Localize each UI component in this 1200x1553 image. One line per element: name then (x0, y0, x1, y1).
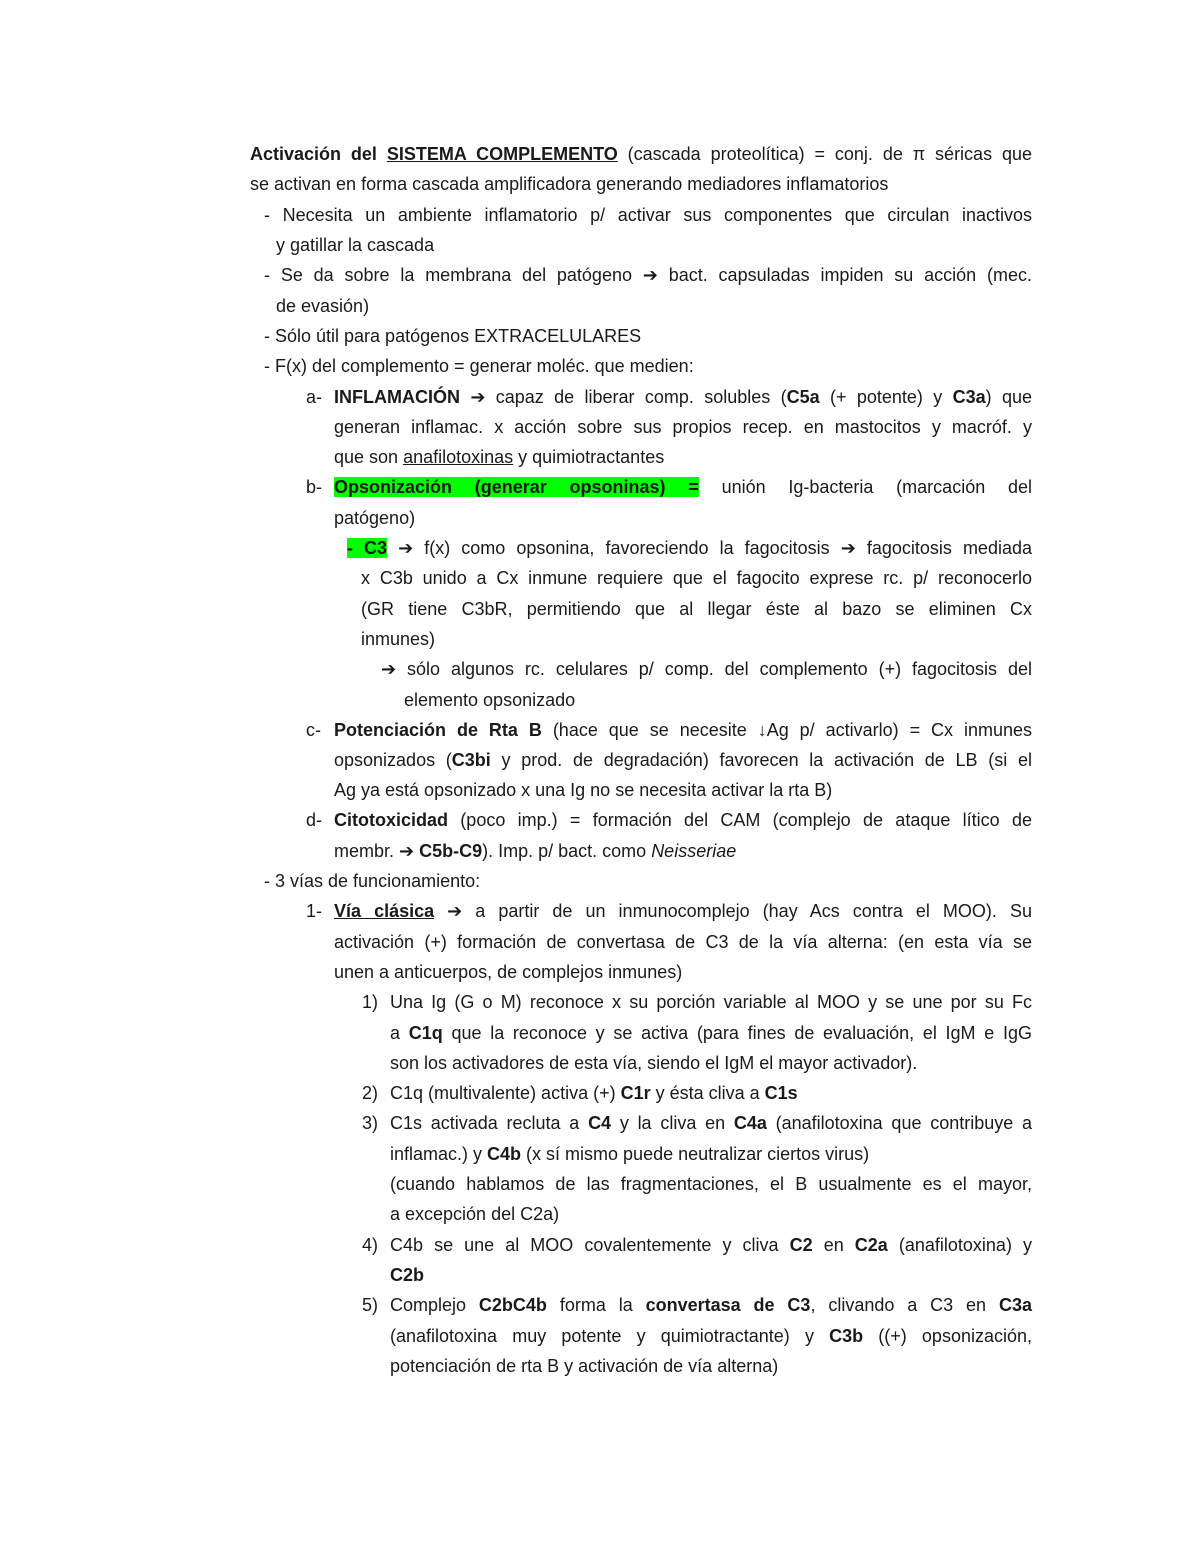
term-c4b: C4b (487, 1144, 522, 1164)
step-5-l2a: (anafilotoxina muy potente y quimiotractante) y (390, 1326, 830, 1346)
step-5-l2b: ((+) opsonización, (863, 1326, 1032, 1346)
step-4-b: en (812, 1235, 855, 1255)
potenciacion-text: (hace que se necesite ↓Ag p/ activarlo) = Cx inmunes (541, 720, 1033, 740)
step-4-c: (anafilotoxina) y (887, 1235, 1032, 1255)
bullet-ambiente-cont: y gatillar la cascada (276, 235, 435, 255)
step-5-a: Complejo (390, 1295, 479, 1315)
citotoxicidad-text: (poco imp.) = formación del CAM (complejo de ataque lítico de (448, 810, 1032, 830)
step-3-l2b: (x sí mismo puede neutralizar ciertos virus) (521, 1144, 870, 1164)
step-marker-3: 3) (362, 1113, 379, 1133)
term-c4: C4 (588, 1113, 612, 1133)
bullet-tres-vias: - 3 vías de funcionamiento: (264, 871, 481, 891)
step-marker-5: 5) (362, 1295, 379, 1315)
title-line (250, 139, 1032, 169)
term-c5b-c9: C5b-C9 (419, 841, 483, 861)
step-1-l2b: que la reconoce y se activa (para fines de evaluación, el IgM e IgG (442, 1023, 1032, 1043)
step-marker-2: 2) (362, 1083, 379, 1103)
step-3-a: C1s activada recluta a (390, 1113, 589, 1133)
receptores-line-2: elemento opsonizado (404, 690, 576, 710)
via-clasica-line-3: unen a anticuerpos, de complejos inmunes) (334, 962, 683, 982)
inflamacion-l3a: que son (334, 447, 404, 467)
step-1-line-2 (390, 1018, 1032, 1048)
potenciacion-line-3: Ag ya está opsonizado x una Ig no se necesita activar la rta B) (334, 780, 833, 800)
term-c2bc4b: C2bC4b (478, 1295, 547, 1315)
step-4-a: C4b se une al MOO covalentemente y cliva (390, 1235, 790, 1255)
step-3-line-3: (cuando hablamos de las fragmentaciones, el B usualmente es el mayor, (390, 1174, 1032, 1194)
potenciacion-l2b: y prod. de degradación) favorecen la activación de LB (si el (490, 750, 1032, 770)
title-line-2: se activan en forma cascada amplificadora generando mediadores inflamatorios (250, 174, 889, 194)
item-citotoxicidad (334, 805, 1032, 835)
potenciacion-line-2 (334, 745, 1032, 775)
c3-opsonina-line-2: x C3b unido a Cx inmune requiere que el fagocito exprese rc. p/ reconocerlo (361, 568, 1032, 588)
c3-opsonina-text: ➔ f(x) como opsonina, favoreciendo la fagocitosis ➔ fagocitosis mediada (387, 538, 1032, 558)
potenciacion-l2a: opsonizados ( (334, 750, 452, 770)
term-c2: C2 (789, 1235, 813, 1255)
step-5-b: forma la (546, 1295, 646, 1315)
via-clasica-text: ➔ a partir de un inmunocomplejo (hay Acs contra el MOO). Su (434, 901, 1032, 921)
item-opsonizacion (334, 472, 1032, 502)
term-convertasa-c3: convertasa de C3 (645, 1295, 811, 1315)
inflamacion-line-2: generan inflamac. x acción sobre sus propios recep. en mastocitos y macróf. y (334, 417, 1032, 437)
step-5-line-2 (390, 1321, 1032, 1351)
inflamacion-text-1: ➔ capaz de liberar comp. solubles ( (459, 387, 787, 407)
via-clasica-heading: Vía clásica (334, 901, 435, 921)
step-marker-4: 4) (362, 1235, 379, 1255)
c3-opsonina-line-3: (GR tiene C3bR, permitiendo que al llegar éste al bazo se eliminen Cx (361, 599, 1032, 619)
step-2-line (390, 1078, 798, 1108)
inflamacion-l3b: y quimiotractantes (513, 447, 665, 467)
bullet-extracelulares: - Sólo útil para patógenos EXTRACELULARES (264, 326, 642, 346)
step-1-l2a: a (390, 1023, 409, 1043)
list-marker-via: 1- (306, 901, 323, 921)
step-3-line-2 (390, 1139, 869, 1169)
citotoxicidad-heading: Citotoxicidad (334, 810, 449, 830)
term-c1s: C1s (764, 1083, 798, 1103)
bullet-funcion: - F(x) del complemento = generar moléc. que medien: (264, 356, 694, 376)
potenciacion-heading: Potenciación de Rta B (334, 720, 542, 740)
receptores-line-1: ➔ sólo algunos rc. celulares p/ comp. del complemento (+) fagocitosis del (381, 659, 1032, 679)
c3-highlight: - C3 (347, 538, 388, 558)
step-3-l2a: inflamac.) y (390, 1144, 488, 1164)
title-rest: (cascada proteolítica) = conj. de π séricas que (617, 144, 1032, 164)
term-c2b: C2b (390, 1265, 425, 1285)
inflamacion-text-3: ) que (985, 387, 1033, 407)
list-marker-a: a- (306, 387, 323, 407)
c3-opsonina-line-1 (347, 533, 1032, 563)
bullet-ambiente: - Necesita un ambiente inflamatorio p/ activar sus componentes que circulan inactivos (264, 205, 1032, 225)
bullet-membrana: - Se da sobre la membrana del patógeno ➔ bact. capsuladas impiden su acción (mec. (264, 265, 1032, 285)
citotoxicidad-l2a: membr. ➔ (334, 841, 420, 861)
inflamacion-heading: INFLAMACIÓN (334, 387, 460, 407)
inflamacion-text-2: (+ potente) y (819, 387, 953, 407)
list-marker-b: b- (306, 477, 323, 497)
opsonizacion-text: unión Ig-bacteria (marcación del (698, 477, 1032, 497)
step-3-line-4: a excepción del C2a) (390, 1204, 560, 1224)
term-c5a: C5a (786, 387, 820, 407)
step-marker-1: 1) (362, 992, 379, 1012)
step-1-line-3: son los activadores de esta vía, siendo el IgM el mayor activador). (390, 1053, 918, 1073)
inflamacion-line-3 (334, 442, 664, 472)
term-c3a-step5: C3a (998, 1295, 1032, 1315)
term-c1q: C1q (408, 1023, 443, 1043)
step-2-b: y ésta cliva a (650, 1083, 765, 1103)
step-5-line-1 (390, 1290, 1032, 1320)
step-3-line-1 (390, 1108, 1032, 1138)
item-inflamacion (334, 382, 1032, 412)
citotoxicidad-line-2 (334, 836, 736, 866)
opsonizacion-heading: Opsonización (generar opsoninas) = (334, 477, 699, 497)
via-clasica-line-2: activación (+) formación de convertasa de C3 de la vía alterna: (en esta vía se (334, 932, 1032, 952)
step-3-b: y la cliva en (611, 1113, 734, 1133)
step-3-c: (anafilotoxina que contribuye a (766, 1113, 1033, 1133)
item-via-clasica (334, 896, 1032, 926)
term-c1r: C1r (620, 1083, 651, 1103)
title-main: SISTEMA COMPLEMENTO (386, 144, 618, 164)
step-5-line-3: potenciación de rta B y activación de vía alterna) (390, 1356, 779, 1376)
term-c4a: C4a (733, 1113, 767, 1133)
step-5-c: , clivando a C3 en (810, 1295, 999, 1315)
term-c3b: C3b (829, 1326, 864, 1346)
title-lead: Activación del (250, 144, 377, 164)
opsonizacion-highlight (334, 477, 699, 497)
term-anafilotoxinas: anafilotoxinas (403, 447, 514, 467)
term-c3bi: C3bi (451, 750, 491, 770)
term-c2a: C2a (854, 1235, 888, 1255)
term-neisseriae: Neisseriae (651, 841, 737, 861)
c3-opsonina-line-4: inmunes) (361, 629, 436, 649)
opsonizacion-line-2: patógeno) (334, 508, 416, 528)
list-marker-c: c- (306, 720, 321, 740)
citotoxicidad-l2b: ). Imp. p/ bact. como (482, 841, 652, 861)
term-c3a: C3a (952, 387, 986, 407)
step-1-line-1: Una Ig (G o M) reconoce x su porción variable al MOO y se une por su Fc (390, 992, 1032, 1012)
step-4-line-1 (390, 1230, 1032, 1260)
list-marker-d: d- (306, 810, 323, 830)
item-potenciacion (334, 715, 1032, 745)
step-2-a: C1q (multivalente) activa (+) (390, 1083, 621, 1103)
bullet-membrana-cont: de evasión) (276, 296, 370, 316)
